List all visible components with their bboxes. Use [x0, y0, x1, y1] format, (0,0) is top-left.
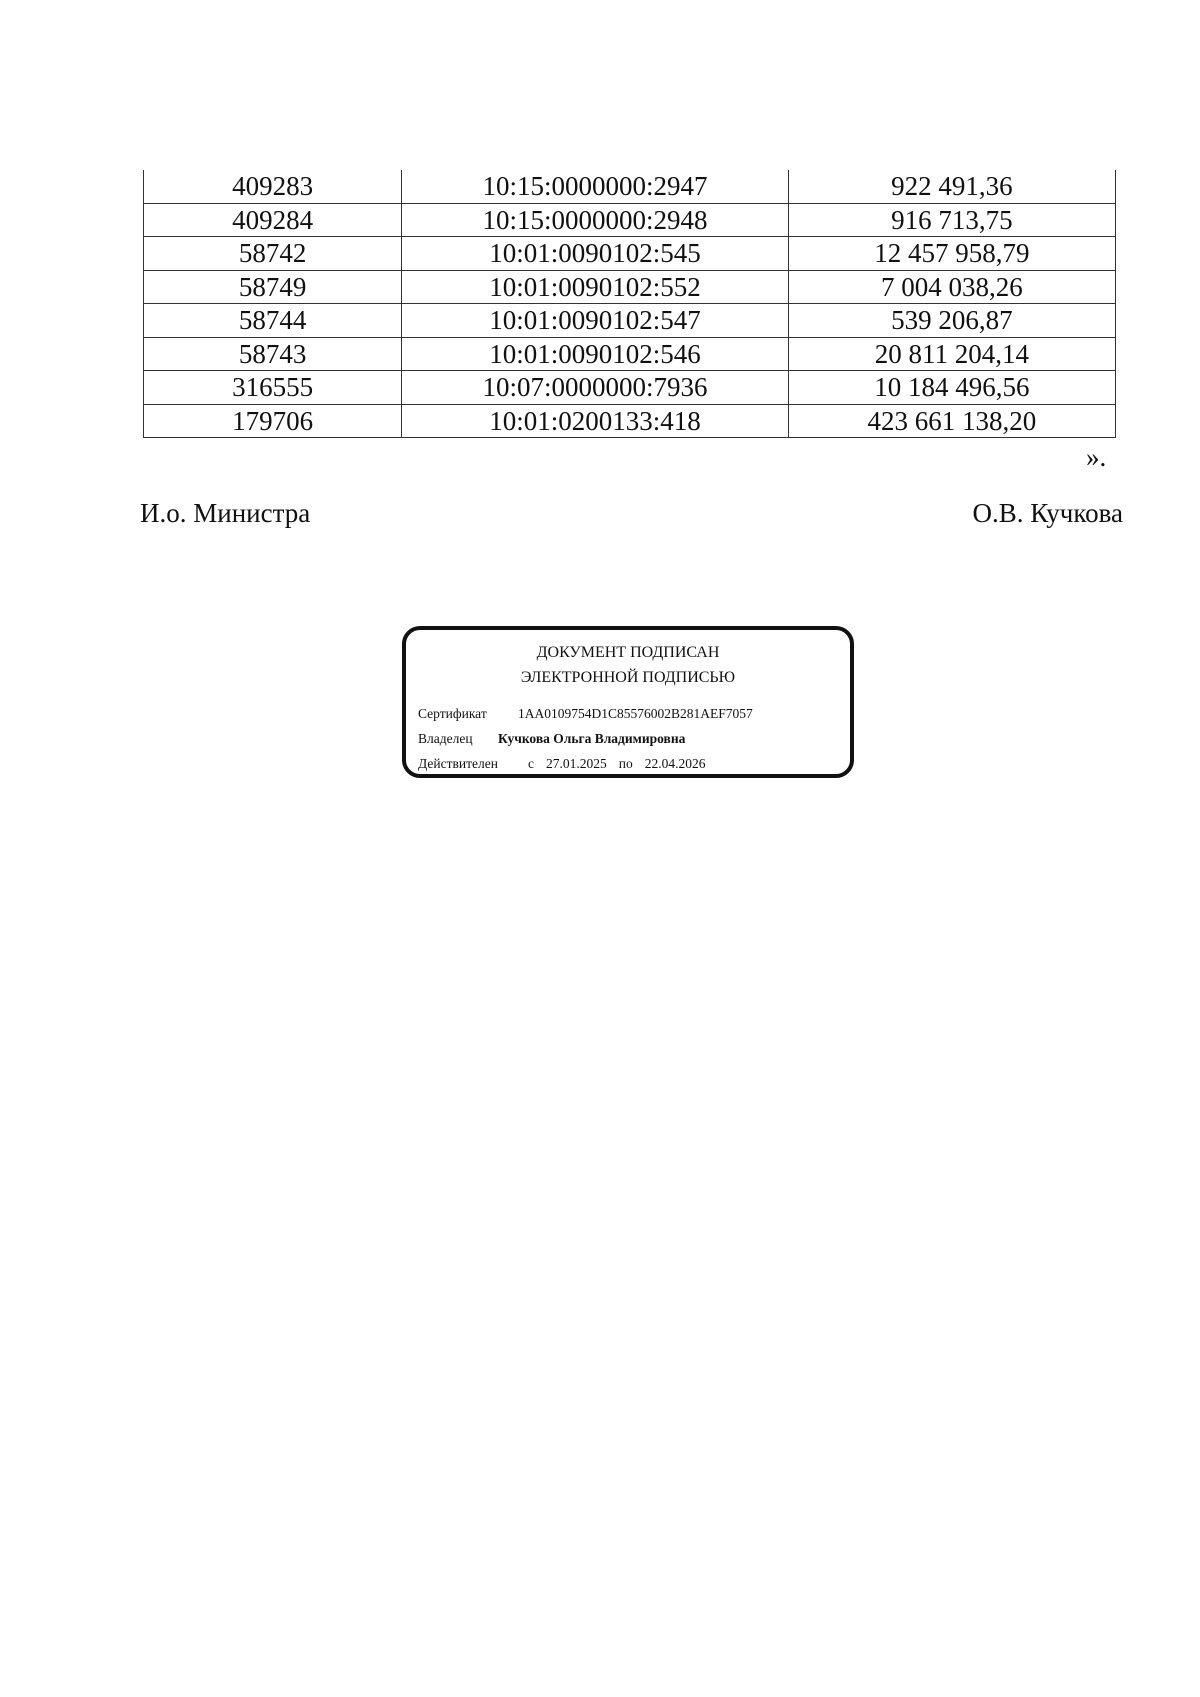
stamp-validity-row [418, 756, 705, 772]
cadastral-value-table [143, 170, 1116, 438]
table-row [144, 203, 1116, 237]
cadastral-number-cell: 10:07:0000000:7936 [402, 371, 788, 405]
row-number-cell: 58744 [144, 304, 402, 338]
row-number-cell: 179706 [144, 404, 402, 438]
valid-to-prefix: по [618, 756, 633, 771]
row-number-cell: 409284 [144, 203, 402, 237]
cadastral-number-cell: 10:01:0090102:545 [402, 237, 788, 271]
cadastral-value-cell: 20 811 204,14 [788, 337, 1115, 371]
signer-name: О.В. Кучкова [972, 498, 1123, 528]
cadastral-value-cell: 922 491,36 [788, 170, 1115, 203]
row-number-cell: 409283 [144, 170, 402, 203]
table-row [144, 304, 1116, 338]
valid-to-date: 22.04.2026 [644, 756, 706, 771]
cadastral-number-cell: 10:01:0200133:418 [402, 404, 788, 438]
stamp-title-line-1: ДОКУМЕНТ ПОДПИСАН [536, 644, 720, 661]
cadastral-value-cell: 7 004 038,26 [788, 270, 1115, 304]
signer-position: И.о. Министра [140, 498, 311, 528]
table-row [144, 170, 1116, 203]
certificate-label: Сертификат [418, 706, 487, 721]
validity-label: Действителен [418, 756, 498, 771]
cadastral-value-cell: 423 661 138,20 [788, 404, 1115, 438]
valid-from-date: 27.01.2025 [546, 756, 607, 771]
cadastral-number-cell: 10:15:0000000:2948 [402, 203, 788, 237]
table-row [144, 237, 1116, 271]
stamp-title [406, 640, 850, 690]
cadastral-number-cell: 10:01:0090102:546 [402, 337, 788, 371]
cadastral-number-cell: 10:15:0000000:2947 [402, 170, 788, 203]
row-number-cell: 58742 [144, 237, 402, 271]
cadastral-value-cell: 10 184 496,56 [788, 371, 1115, 405]
cadastral-value-cell: 12 457 958,79 [788, 237, 1115, 271]
cadastral-number-cell: 10:01:0090102:547 [402, 304, 788, 338]
certificate-value: 1AA0109754D1C85576002B281AEF7057 [518, 706, 753, 721]
stamp-certificate-row [418, 706, 753, 722]
stamp-title-line-2: ЭЛЕКТРОННОЙ ПОДПИСЬЮ [520, 669, 736, 686]
row-number-cell: 58749 [144, 270, 402, 304]
cadastral-value-cell: 916 713,75 [788, 203, 1115, 237]
row-number-cell: 58743 [144, 337, 402, 371]
owner-value: Кучкова Ольга Владимировна [498, 731, 686, 746]
e-signature-stamp [402, 626, 854, 778]
closing-quote: ». [1086, 442, 1107, 472]
table-row [144, 404, 1116, 438]
table-row [144, 270, 1116, 304]
cadastral-value-cell: 539 206,87 [788, 304, 1115, 338]
row-number-cell: 316555 [144, 371, 402, 405]
stamp-owner-row [418, 731, 685, 747]
cadastral-number-cell: 10:01:0090102:552 [402, 270, 788, 304]
table-row [144, 337, 1116, 371]
valid-from-prefix: с [528, 756, 534, 771]
table-row [144, 371, 1116, 405]
owner-label: Владелец [418, 731, 473, 746]
